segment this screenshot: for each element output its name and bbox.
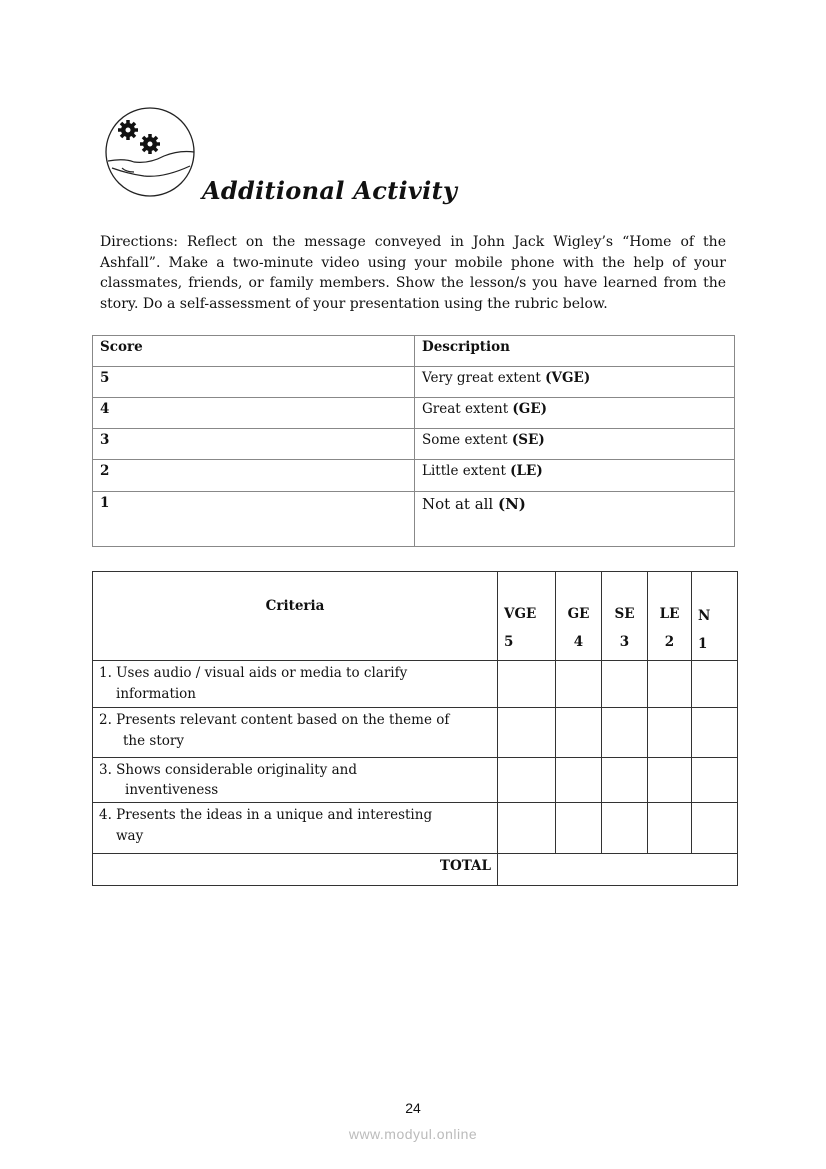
score-cell[interactable]	[602, 708, 648, 758]
description-text: Very great extent	[422, 370, 546, 386]
score-cell[interactable]	[556, 803, 602, 854]
score-cell[interactable]	[556, 708, 602, 758]
score-cell[interactable]	[498, 708, 556, 758]
score-cell[interactable]	[556, 661, 602, 708]
watermark: www.modyul.online	[348, 1126, 478, 1142]
score-cell[interactable]	[692, 708, 738, 758]
description-text: Not at all	[422, 495, 498, 513]
score-cell[interactable]	[498, 758, 556, 803]
header-le	[648, 572, 692, 661]
level-abbr: GE	[567, 606, 590, 622]
criteria-line: way	[116, 828, 144, 844]
criteria-line: 1. Uses audio / visual aids or media to clarify	[99, 665, 408, 681]
level-abbr: N	[698, 608, 711, 624]
table-row	[93, 460, 735, 492]
score-cell: 2	[93, 460, 415, 492]
description-abbr: (GE)	[512, 401, 548, 417]
section-title: Additional Activity	[202, 176, 458, 205]
header-criteria: Criteria	[93, 572, 498, 661]
header-se	[602, 572, 648, 661]
header-description: Description	[415, 336, 735, 367]
criteria-line: 2. Presents relevant content based on the theme of	[99, 712, 450, 728]
criteria-row	[93, 803, 738, 854]
criteria-line: the story	[123, 733, 184, 749]
table-row	[93, 398, 735, 429]
description-cell	[415, 492, 735, 547]
criteria-text	[93, 758, 498, 803]
self-assessment-table	[92, 571, 738, 886]
criteria-text	[93, 661, 498, 708]
criteria-row	[93, 661, 738, 708]
score-cell: 1	[93, 492, 415, 547]
gears-in-hand-icon	[104, 106, 196, 198]
description-abbr: (VGE)	[545, 370, 591, 386]
level-score: 2	[664, 634, 675, 650]
table-row	[93, 429, 735, 460]
score-cell[interactable]	[692, 758, 738, 803]
level-abbr: LE	[659, 606, 680, 622]
description-cell	[415, 460, 735, 492]
criteria-row	[93, 708, 738, 758]
score-cell: 4	[93, 398, 415, 429]
description-abbr: (SE)	[511, 432, 545, 448]
level-score: 5	[504, 634, 514, 650]
criteria-line: 4. Presents the ideas in a unique and interesting	[99, 807, 433, 823]
level-abbr: SE	[614, 606, 635, 622]
directions-text: Directions: Reflect on the message conveyed in John Jack Wigley’s “Home of the Ashfall”. Make a two-minute video using your mobile phone with the help of your classmates, friends, or family members. Show the lesson/s you have learned from the story. Do a self-assessment of your presentation using the rubric below.	[100, 234, 726, 312]
description-cell	[415, 398, 735, 429]
criteria-line: inventiveness	[125, 782, 219, 798]
score-cell[interactable]	[648, 803, 692, 854]
score-cell[interactable]	[602, 661, 648, 708]
total-row	[93, 854, 738, 886]
description-abbr: (LE)	[510, 463, 543, 479]
score-cell[interactable]	[692, 803, 738, 854]
score-cell[interactable]	[602, 803, 648, 854]
header-vge	[498, 572, 556, 661]
score-cell[interactable]	[498, 803, 556, 854]
level-abbr: VGE	[504, 606, 537, 622]
table-header-row	[93, 336, 735, 367]
description-cell	[415, 429, 735, 460]
table-row	[93, 367, 735, 398]
score-cell[interactable]	[556, 758, 602, 803]
header-ge	[556, 572, 602, 661]
description-cell	[415, 367, 735, 398]
score-cell[interactable]	[692, 661, 738, 708]
level-score: 4	[573, 634, 584, 650]
criteria-line: information	[116, 686, 197, 702]
level-score: 3	[619, 634, 630, 650]
score-cell[interactable]	[648, 661, 692, 708]
header-n	[692, 572, 738, 661]
description-text: Some extent	[422, 432, 512, 448]
score-cell[interactable]	[648, 708, 692, 758]
score-cell[interactable]	[648, 758, 692, 803]
score-cell[interactable]	[602, 758, 648, 803]
scoring-rubric-table	[92, 335, 735, 547]
criteria-text	[93, 708, 498, 758]
table-row	[93, 492, 735, 547]
criteria-line: 3. Shows considerable originality and	[99, 762, 357, 778]
description-text: Little extent	[422, 463, 511, 479]
total-cell[interactable]	[498, 854, 738, 886]
table-header-row	[93, 572, 738, 661]
score-cell[interactable]	[498, 661, 556, 708]
description-text: Great extent	[422, 401, 513, 417]
page-number: 24	[405, 1100, 421, 1116]
criteria-row	[93, 758, 738, 803]
header-score: Score	[93, 336, 415, 367]
total-label: TOTAL	[93, 854, 498, 886]
criteria-text	[93, 803, 498, 854]
score-cell: 3	[93, 429, 415, 460]
score-cell: 5	[93, 367, 415, 398]
description-abbr: (N)	[498, 495, 526, 513]
level-score: 1	[698, 636, 708, 652]
